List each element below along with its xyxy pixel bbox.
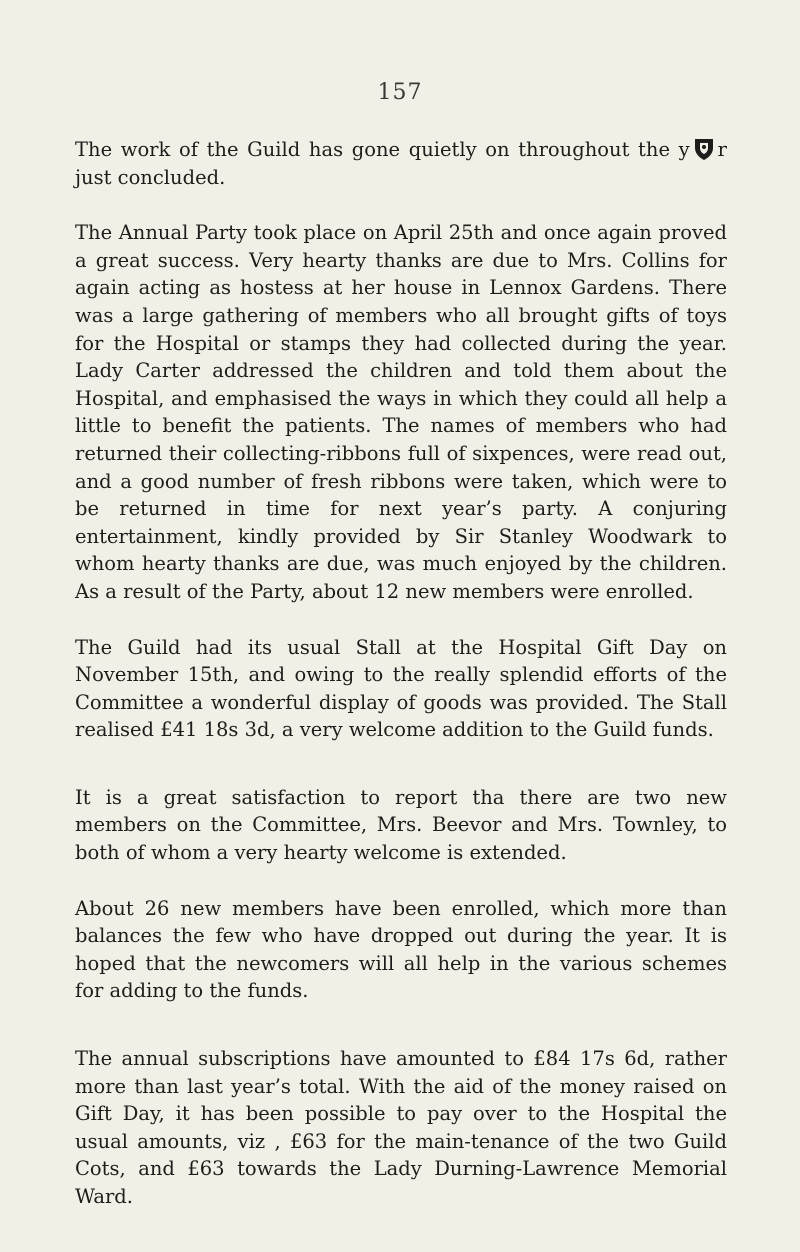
paragraph-text-part: The work of the Guild has gone quietly on throughout the y bbox=[75, 138, 690, 161]
paragraph-work-summary bbox=[75, 136, 727, 191]
paragraph-gift-day-stall: The Guild had its usual Stall at the Hospital Gift Day on November 15th, and owing to the really splendid efforts of the Committee a wonderful display of goods was provided. The Stall realised £41 18s 3d, a very welcome addition to the Guild funds. bbox=[75, 635, 727, 742]
crest-icon bbox=[691, 136, 717, 162]
paragraph-new-members: About 26 new members have been enrolled, which more than balances the few who have dropped out during the year. It is hoped that the newcomers will all help in the various schemes for adding to the funds. bbox=[75, 896, 727, 1003]
paragraph-committee-members: It is a great satisfaction to report tha there are two new members on the Committee, Mrs. Beevor and Mrs. Townley, to both of whom a very hearty welcome is extended. bbox=[75, 785, 727, 865]
report-body bbox=[75, 136, 727, 1239]
paragraph-subscriptions: The annual subscriptions have amounted to £84 17s 6d, rather more than last year’s total. With the aid of the money raised on Gift Day, it has been possible to pay over to the Hospital the usual amounts, viz , £63 for the main-tenance of the two Guild Cots, and £63 towards the Lady Durning-Lawrence Memorial Ward. bbox=[75, 1047, 727, 1208]
paragraph-text-part: r just concluded. bbox=[75, 138, 727, 189]
page-number: 157 bbox=[377, 80, 423, 105]
paragraph-annual-party: The Annual Party took place on April 25th and once again proved a great success. Very hearty thanks are due to Mrs. Collins for again acting as hostess at her house in Lennox Gardens. There was a large gathering of members who all brought gifts of toys for the Hospital or stamps they had collected during the year. Lady Carter addressed the children and told them about the Hospital, and emphasised the ways in which they could all help a little to benefit the patients. The names of members who had returned their collecting-ribbons full of sixpences, were read out, and a good number of fresh ribbons were taken, which were to be returned in time for next year’s party. A conjuring entertainment, kindly provided by Sir Stanley Woodwark to whom hearty thanks are due, was much enjoyed by the children. As a result of the Party, about 12 new members were enrolled. bbox=[75, 221, 727, 603]
